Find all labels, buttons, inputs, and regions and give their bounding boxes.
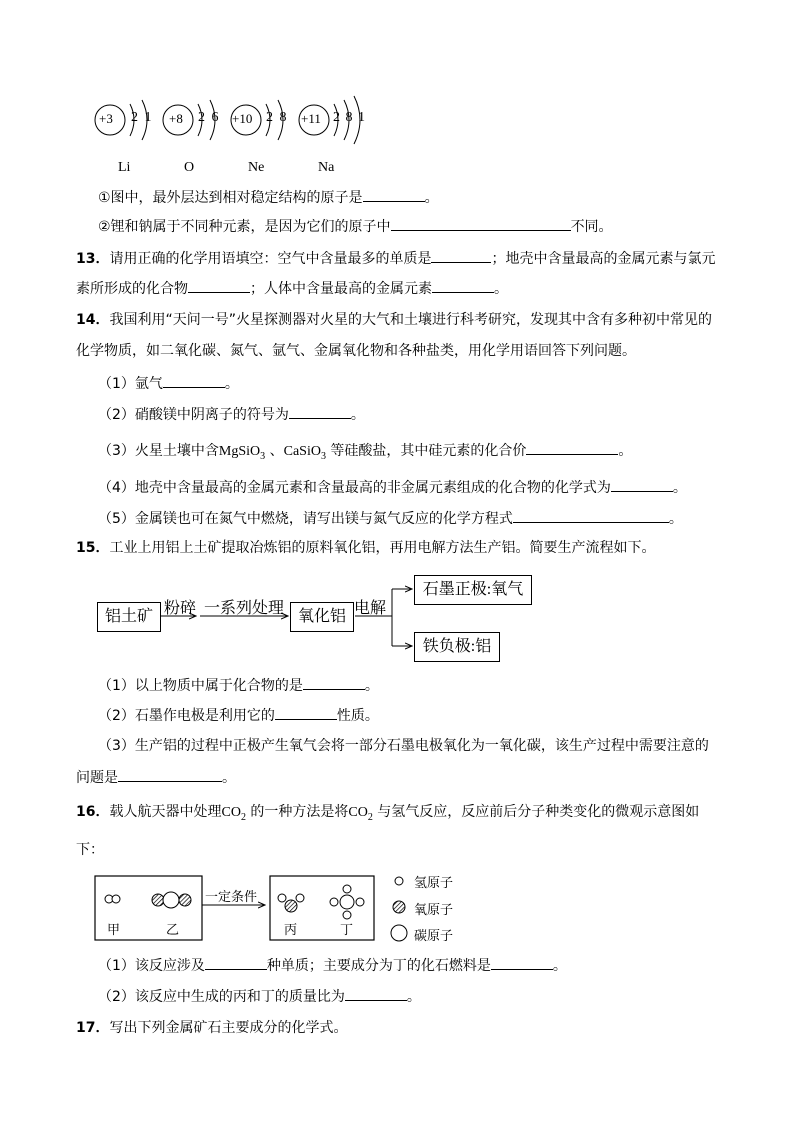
label-condition: 一定条件 [205, 890, 258, 905]
q14-sub1: （1）氩气 。 [98, 373, 239, 394]
q16-line1: 16．载人航天器中处理$CO_2$ 的一种方法是将$CO_2$ 与氢气反应，反应前后分子种类变化的微观示意图如 [76, 804, 700, 823]
flow-box-bauxite: 铝土矿 [97, 602, 161, 632]
atom-na-electrons: 2 8 1 [333, 110, 365, 125]
atom-o-symbol: O [184, 160, 195, 175]
question-number: 17． [76, 1020, 110, 1036]
q16-line2: 下： [76, 842, 104, 858]
legend-carbon: 碳原子 [414, 929, 454, 944]
formula-co2: $CO_2$ [221, 805, 246, 823]
question-number: 14． [76, 312, 110, 328]
flow-label-process: 一系列处理 [204, 600, 285, 617]
q14-line1: 14．我国利用“天问一号”火星探测器对火星的大气和土壤进行科考研究，发现其中含有多种初中常见的 [76, 312, 712, 328]
label-ding: 丁 [340, 923, 354, 938]
q17-line1: 17．写出下列金属矿石主要成分的化学式。 [76, 1020, 348, 1036]
answer-blank[interactable] [491, 955, 553, 970]
q14-line2: 化学物质，如二氧化碳、氮气、氩气、金属氧化物和各种盐类，用化学用语回答下列问题。 [76, 343, 636, 359]
atom-o-electrons: 2 6 [198, 110, 219, 125]
q15-sub3: （3）生产铝的过程中正极产生氧气会将一部分石墨电极氧化为一氧化碳，该生产过程中需要注意的 [98, 738, 709, 754]
q16-sub2: （2）该反应中生成的丙和丁的质量比为 。 [98, 986, 421, 1007]
q14-sub3: （3）火星土壤中含MgSiO$_3$ 、CaSiO$_3$ 等硅酸盐，其中硅元素的化合价 。 [98, 440, 632, 467]
atom-ne-symbol: Ne [248, 160, 265, 175]
q15-sub3-cont: 问题是 。 [76, 767, 236, 788]
q14-sub2: （2）硝酸镁中阴离子的符号为 。 [98, 404, 365, 425]
atom-ne-nucleus: +10 [232, 111, 253, 126]
formula-co2: $CO_2$ [348, 805, 373, 823]
q12-part1: ①图中，最外层达到相对稳定结构的原子是 。 [98, 187, 439, 208]
flow-box-graphite-anode: 石墨正极:氧气 [414, 575, 532, 605]
q16-sub1: （1）该反应涉及 种单质；主要成分为丁的化石燃料是 。 [98, 955, 567, 976]
flow-label-crush: 粉碎 [164, 600, 197, 617]
atom-na-nucleus: +11 [301, 111, 321, 126]
label-yi: 乙 [166, 923, 180, 938]
question-number: 16． [76, 804, 110, 820]
legend-hydrogen: 氢原子 [414, 876, 454, 891]
q15-sub2: （2）石墨作电极是利用它的 性质。 [98, 705, 379, 726]
q13-line2: 素所形成的化合物 ；人体中含量最高的金属元素 。 [76, 278, 508, 299]
atom-li-nucleus: +3 [99, 111, 113, 126]
q14-sub4: （4）地壳中含量最高的金属元素和含量最高的非金属元素组成的化合物的化学式为 。 [98, 477, 687, 498]
formula-mgsio3: MgSiO$_3$ [218, 444, 266, 462]
question-number: 15． [76, 540, 110, 556]
label-bing: 丙 [284, 923, 298, 938]
label-jia: 甲 [107, 923, 121, 938]
q15-intro: 15．工业上用铝上土矿提取冶炼铝的原料氧化铝，再用电解方法生产铝。简要生产流程如下。 [76, 540, 656, 556]
flow-box-alumina: 氧化铝 [290, 602, 354, 632]
answer-blank[interactable] [345, 986, 407, 1001]
atom-ne-electrons: 2 8 [266, 110, 287, 125]
formula-casio3: CaSiO$_3$ [283, 444, 326, 462]
answer-blank[interactable] [205, 955, 267, 970]
legend-oxygen: 氧原子 [414, 903, 454, 918]
q15-sub1: （1）以上物质中属于化合物的是 。 [98, 675, 379, 696]
flow-box-iron-cathode: 铁负极:铝 [414, 632, 500, 662]
q14-sub5: （5）金属镁也可在氮气中燃烧，请写出镁与氮气反应的化学方程式 。 [98, 508, 683, 529]
question-number: 13． [76, 251, 110, 267]
atom-na-symbol: Na [318, 160, 335, 175]
q13-line1: 13．请用正确的化学用语填空：空气中含量最多的单质是 ；地壳中含量最高的金属元素与氯元 [76, 248, 715, 269]
atom-li-symbol: Li [118, 160, 131, 175]
q12-part2: ②锂和钠属于不同种元素，是因为它们的原子中 不同。 [98, 216, 613, 237]
flow-label-electrolysis: 电解 [354, 600, 387, 617]
atom-li-electrons: 2 1 [131, 110, 152, 125]
atom-o-nucleus: +8 [169, 111, 183, 126]
